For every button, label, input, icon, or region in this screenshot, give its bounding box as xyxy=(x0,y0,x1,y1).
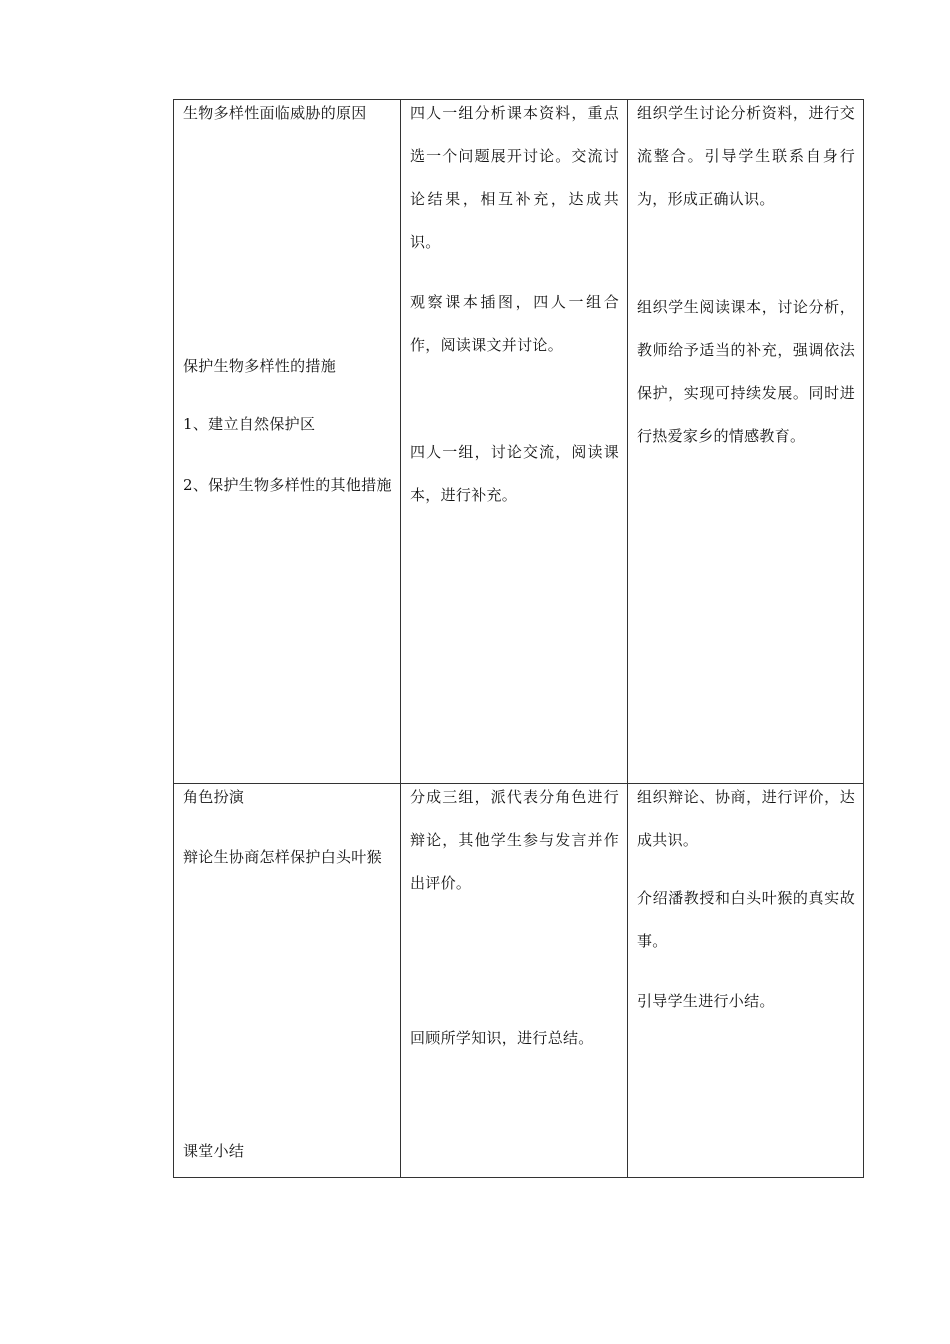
teacher-activity-text: 组织辩论、协商，进行评价，达成共识。 xyxy=(637,788,855,849)
content-text: 角色扮演 xyxy=(183,788,245,806)
student-activity-text: 分成三组，派代表分角色进行辩论，其他学生参与发言并作出评价。 xyxy=(410,788,619,892)
student-activity-cell xyxy=(401,100,628,784)
student-activity-cell xyxy=(401,784,628,1178)
teacher-activity-cell xyxy=(628,784,864,1178)
student-activity-text: 四人一组，讨论交流，阅读课本，进行补充。 xyxy=(410,443,619,504)
table-row xyxy=(174,100,864,784)
teacher-activity-text: 引导学生进行小结。 xyxy=(637,992,775,1010)
content-text: 保护生物多样性的措施 xyxy=(183,357,337,375)
content-cell xyxy=(174,784,401,1178)
content-text: 2、保护生物多样性的其他措施 xyxy=(183,476,392,494)
teacher-activity-text: 介绍潘教授和白头叶猴的真实故事。 xyxy=(637,889,855,950)
content-text: 辩论生协商怎样保护白头叶猴 xyxy=(183,848,382,866)
student-activity-text: 回顾所学知识，进行总结。 xyxy=(410,1029,594,1047)
teacher-activity-text: 组织学生讨论分析资料，进行交流整合。引导学生联系自身行为，形成正确认识。 xyxy=(637,104,855,208)
table-row xyxy=(174,784,864,1178)
teacher-activity-text: 组织学生阅读课本，讨论分析，教师给予适当的补充，强调依法保护，实现可持续发展。同时进行热爱家乡的情感教育。 xyxy=(637,298,855,445)
content-text: 生物多样性面临威胁的原因 xyxy=(183,104,367,122)
content-text: 1、建立自然保护区 xyxy=(183,415,316,433)
content-cell xyxy=(174,100,401,784)
content-text: 课堂小结 xyxy=(183,1142,245,1160)
lesson-plan-table xyxy=(173,99,864,1178)
student-activity-text: 四人一组分析课本资料，重点选一个问题展开讨论。交流讨论结果，相互补充，达成共识。 xyxy=(410,104,619,251)
student-activity-text: 观察课本插图，四人一组合作，阅读课文并讨论。 xyxy=(410,293,619,354)
teacher-activity-cell xyxy=(628,100,864,784)
